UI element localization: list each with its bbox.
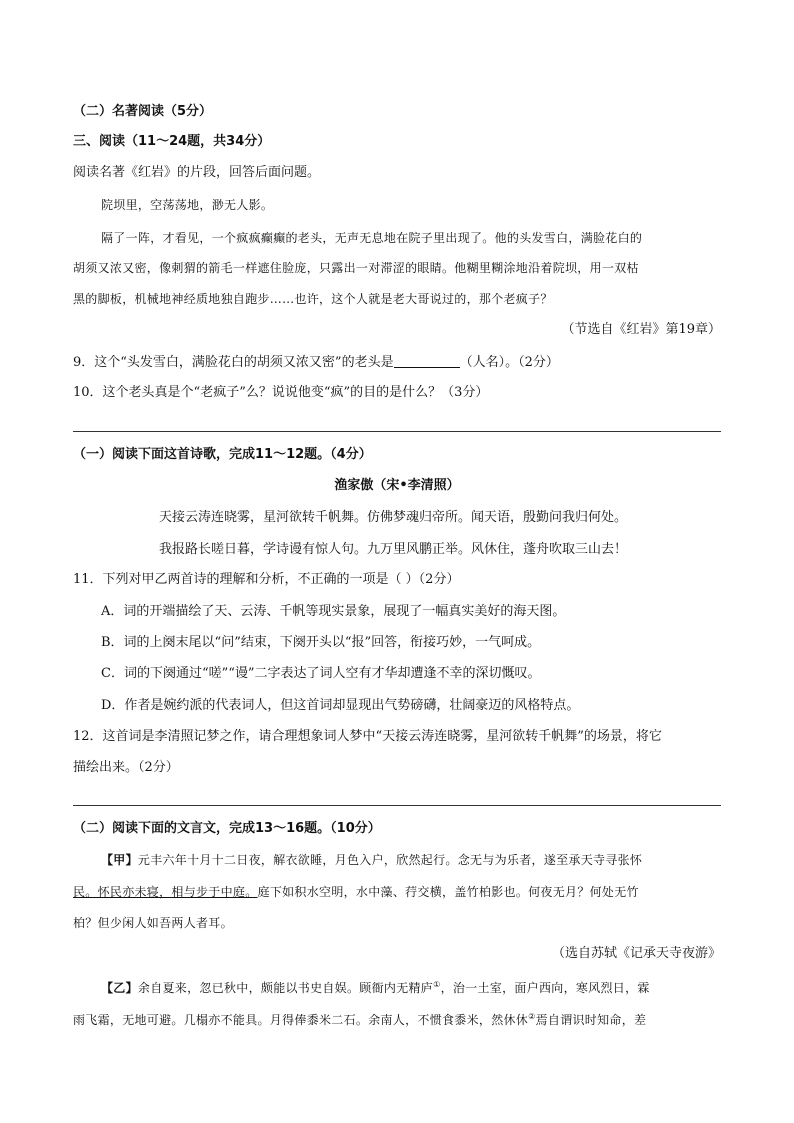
question-12-line-1: 12．这首词是李清照记梦之作，请合理想象词人梦中“天接云涛连晓雾，星河欲转千帆舞”的场景，将它 xyxy=(73,729,662,744)
poem-line-1: 天接云涛连晓雾，星河欲转千帆舞。仿佛梦魂归帝所。闻天语，殷勤问我归何处。 xyxy=(159,510,628,525)
excerpt-source: （节选自《红岩》第19章） xyxy=(561,322,721,337)
option-b: B．词的上阕末尾以“问”结束，下阕开头以“报”回答，衔接巧妙，一气呵成。 xyxy=(101,635,541,650)
text-jia-tag: 【甲】 xyxy=(101,853,138,867)
section-title: 三、阅读（11～24题，共34分） xyxy=(73,134,271,149)
excerpt-paragraph-1: 院坝里，空荡荡地，渺无人影。 xyxy=(101,198,274,212)
text-yi-line-1-rest: ，治一土室，面户西向，寒风烈日，霖 xyxy=(440,981,650,995)
text-yi-line-2-rest: 焉自谓识时知命，差 xyxy=(535,1013,647,1027)
text-yi-tag: 【乙】 xyxy=(101,981,138,995)
question-9-suffix: （人名）。（2分） xyxy=(459,355,559,370)
divider xyxy=(73,805,721,806)
option-c: C．词的下阕通过“嗟”“谩”二字表达了词人空有才华却遭逢不幸的深切慨叹。 xyxy=(101,666,541,681)
text-jia-line-1-text: 元丰六年十月十二日夜，解衣欲睡，月色入户，欣然起行。念无与为乐者，遂至承天寺寻张怀 xyxy=(137,853,643,867)
text-jia-source: （选自苏轼《记承天寺夜游》 xyxy=(551,946,721,961)
text-jia-line-2-rest: 庭下如积水空明，水中藻、荇交横，盖竹柏影也。何夜无月？何处无竹 xyxy=(257,885,639,899)
text-yi-line-1 xyxy=(101,976,650,997)
text-yi-line-2-text: 雨飞霜，无地可避。几榻亦不能具。月得俸黍米二石。余南人，不惯食黍米，然休休 xyxy=(73,1013,529,1027)
excerpt-paragraph-2-line-3: 黑的脚板，机械地神经质地独自跑步……也许，这个人就是老大哥说过的，那个老疯子？ xyxy=(73,292,553,306)
excerpt-paragraph-2-line-2: 胡须又浓又密，像刺猬的箭毛一样遮住脸庞，只露出一对滞涩的眼睛。他糊里糊涂地沿着院坝，用一双枯 xyxy=(73,261,639,275)
text-jia-line-2 xyxy=(73,883,639,901)
question-11: 11．下列对甲乙两首诗的理解和分析，不正确的一项是（ ）（2分） xyxy=(73,572,460,587)
mingzhu-header: （二）名著阅读（5分） xyxy=(73,104,213,119)
divider xyxy=(73,431,721,432)
question-9 xyxy=(73,353,559,372)
text-jia-line-3: 柏？但少闲人如吾两人者耳。 xyxy=(73,916,233,930)
question-9-text: 9．这个“头发雪白，满脸花白的胡须又浓又密”的老头是 xyxy=(73,355,394,370)
poem-header: （一）阅读下面这首诗歌，完成11～12题。（4分） xyxy=(73,447,372,462)
footnote-marker-2: ② xyxy=(528,1012,536,1021)
poem-line-2: 我报路长嗟日暮，学诗谩有惊人句。九万里风鹏正举。风休住，蓬舟吹取三山去！ xyxy=(159,542,628,557)
poem-title: 渔家傲（宋•李清照） xyxy=(334,478,460,493)
answer-blank[interactable] xyxy=(394,353,460,368)
text-yi-line-2 xyxy=(73,1008,646,1029)
wenyan-header: （二）阅读下面的文言文，完成13～16题。（10分） xyxy=(73,821,381,836)
question-12-line-2: 描绘出来。（2分） xyxy=(73,760,179,775)
excerpt-paragraph-2-line-1: 隔了一阵，才看见，一个疯疯癫癫的老头，无声无息地在院子里出现了。他的头发雪白，满脸花白的 xyxy=(101,231,643,245)
text-jia-line-1 xyxy=(101,851,642,869)
option-d: D．作者是婉约派的代表词人，但这首词却显现出气势磅礴，壮阔豪迈的风格特点。 xyxy=(101,698,580,713)
question-10: 10．这个老头真是个“老疯子”么？说说他变“疯”的目的是什么？（3分） xyxy=(73,385,489,400)
footnote-marker-1: ① xyxy=(433,980,441,989)
option-a: A．词的开端描绘了天、云涛、千帆等现实景象，展现了一幅真实美好的海天图。 xyxy=(101,604,566,619)
mingzhu-instruction: 阅读名著《红岩》的片段，回答后面问题。 xyxy=(73,165,321,180)
underlined-sentence: 民。怀民亦未寝，相与步于中庭。 xyxy=(73,885,258,899)
text-yi-line-1-text: 余自夏来，忽已秋中，颇能以书史自娱。顾衙内无精庐 xyxy=(137,981,434,995)
